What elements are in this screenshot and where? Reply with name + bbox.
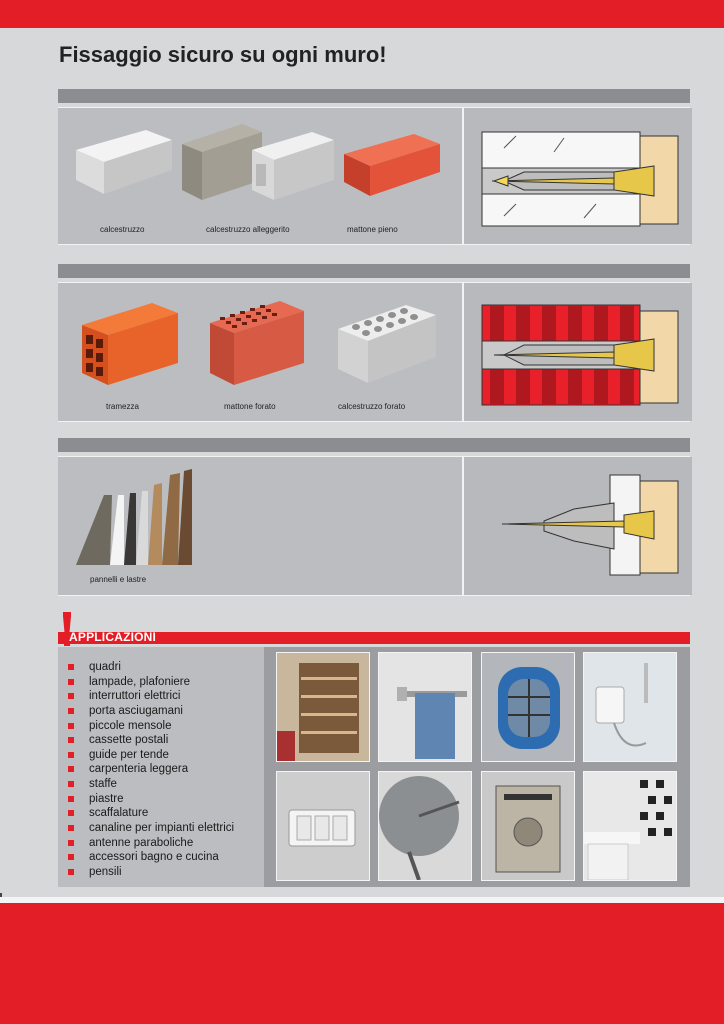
section-header-bar (58, 438, 690, 452)
section-header-bar (58, 264, 690, 278)
bullet-icon (68, 723, 74, 729)
photo-satellite-dish (378, 771, 472, 881)
section-header-bar (58, 89, 690, 103)
list-item: porta asciugamani (68, 704, 234, 719)
tramezza-brick-image (80, 301, 180, 387)
list-item: guide per tende (68, 748, 234, 763)
page-title: Fissaggio sicuro su ogni muro! (59, 42, 387, 67)
material-label-mattone-forato: mattone forato (224, 402, 276, 411)
section-solid-materials (58, 89, 690, 245)
bullet-icon (68, 796, 74, 802)
bottom-red-block (0, 903, 724, 1024)
list-item: piastre (68, 792, 234, 807)
mattone-pieno-brick-image (342, 132, 442, 198)
material-label-calcestruzzo-forato: calcestruzzo forato (338, 402, 406, 411)
bullet-icon (68, 825, 74, 831)
list-item: lampade, plafoniere (68, 675, 234, 690)
bullet-icon (68, 840, 74, 846)
photo-bookshelf (276, 652, 370, 762)
bullet-icon (68, 766, 74, 772)
anchor-in-panel-diagram (464, 457, 692, 595)
list-item: accessori bagno e cucina (68, 850, 234, 865)
bullet-icon (68, 752, 74, 758)
calcestruzzo-block-image (74, 128, 174, 196)
photo-water-heater (583, 652, 677, 762)
photo-wall-lamp (481, 652, 575, 762)
photo-light-switch (276, 771, 370, 881)
photo-bathroom-accessories (583, 771, 677, 881)
bullet-icon (68, 708, 74, 714)
list-item: scaffalature (68, 806, 234, 821)
applicazioni-photo-grid (264, 647, 690, 887)
section-panel-materials (58, 438, 690, 596)
top-red-bar (0, 0, 724, 28)
list-item: cassette postali (68, 733, 234, 748)
photo-towel-holder (378, 652, 472, 762)
list-item: canaline per impianti elettrici (68, 821, 234, 836)
list-item: antenne paraboliche (68, 836, 234, 851)
material-label-pannelli-e-lastre: pannelli e lastre (90, 575, 147, 584)
mattone-forato-brick-image (208, 299, 306, 387)
material-label-tramezza: tramezza (106, 402, 139, 411)
bullet-icon (68, 664, 74, 670)
material-label-calcestruzzo: calcestruzzo (100, 225, 145, 234)
applicazioni-list (68, 660, 234, 880)
list-item: carpenteria leggera (68, 762, 234, 777)
bullet-icon (68, 869, 74, 875)
bullet-icon (68, 854, 74, 860)
anchor-in-perforated-brick-diagram (464, 283, 692, 421)
bullet-icon (68, 679, 74, 685)
bullet-icon (68, 781, 74, 787)
calcestruzzo-forato-block-image (336, 303, 440, 385)
anchor-in-concrete-diagram (464, 108, 692, 244)
bullet-icon (68, 737, 74, 743)
list-item: piccole mensole (68, 719, 234, 734)
list-item: pensili (68, 865, 234, 880)
list-item: staffe (68, 777, 234, 792)
bullet-icon (68, 810, 74, 816)
photo-mailbox (481, 771, 575, 881)
calcestruzzo-cellular-block-image (250, 130, 336, 202)
pannelli-e-lastre-image (74, 465, 194, 567)
material-label-mattone-pieno: mattone pieno (347, 225, 398, 234)
list-item: quadri (68, 660, 234, 675)
material-label-calcestruzzo-alleggerito: calcestruzzo alleggerito (206, 225, 290, 234)
list-item: interruttori elettrici (68, 689, 234, 704)
section-perforated-materials (58, 264, 690, 422)
applicazioni-title: APPLICAZIONI (69, 630, 157, 644)
bullet-icon (68, 693, 74, 699)
